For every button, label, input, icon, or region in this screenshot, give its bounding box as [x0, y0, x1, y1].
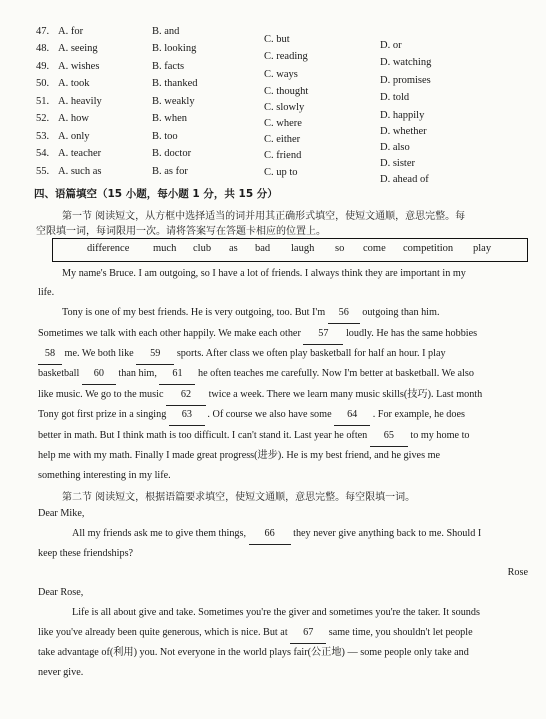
part1-instruction-line1: 第一节 阅读短文，从方框中选择适当的词并用其正确形式填空，使短文通顺，意思完整。每	[62, 211, 466, 222]
option-c: C. reading	[264, 51, 308, 62]
blank-57: 57	[303, 323, 343, 345]
option-c: C. slowly	[264, 102, 305, 113]
letter2-line: like you've already been quite generous, which is nice. But at 67 same time, you shouldn't let people	[38, 622, 473, 644]
word-box-item: so	[335, 243, 345, 254]
option-d: D. also	[380, 142, 410, 153]
option-a: A. how	[58, 113, 89, 124]
option-c: C. up to	[264, 167, 298, 178]
blank-67: 67	[290, 622, 326, 644]
option-d: D. whether	[380, 126, 427, 137]
option-b: B. thanked	[152, 78, 198, 89]
word-box-item: as	[229, 243, 238, 254]
option-d: D. or	[380, 40, 402, 51]
option-c: C. friend	[264, 150, 302, 161]
option-a: A. such as	[58, 166, 102, 177]
part1-instruction-line2: 空限填一词，每词限用一次。请将答案写在答题卡相应的位置上。	[36, 226, 326, 237]
section4-title: 四、语篇填空（15 小题，每小题 1 分，共 15 分）	[34, 188, 278, 200]
blank-64: 64	[334, 404, 370, 426]
passage1-line: something interesting in my life.	[38, 470, 171, 481]
passage1-line: Tony is one of my best friends. He is very outgoing, too. But I'm 56 outgoing than him.	[62, 302, 440, 324]
word-box-item: come	[363, 243, 386, 254]
option-d: D. watching	[380, 57, 432, 68]
word-box-item: competition	[403, 243, 454, 254]
option-d: D. sister	[380, 158, 415, 169]
option-c: C. thought	[264, 86, 309, 97]
option-d: D. happily	[380, 110, 425, 121]
blank-66: 66	[249, 523, 291, 545]
option-a: A. seeing	[58, 43, 98, 54]
question-number: 53.	[36, 131, 50, 142]
passage1-line: Sometimes we talk with each other happily. We make each other 57 loudly. He has the same hobbies	[38, 323, 477, 345]
option-c: C. where	[264, 118, 302, 129]
letter1-line: All my friends ask me to give them things, 66 they never give anything back to me. Should I	[72, 523, 481, 545]
word-box-item: much	[153, 243, 177, 254]
option-c: C. either	[264, 134, 301, 145]
passage1-line: 58 me. We both like 59 sports. After class we often play basketball for half an hour. I play	[38, 343, 446, 365]
question-number: 48.	[36, 43, 50, 54]
question-number: 49.	[36, 61, 50, 72]
option-b: B. when	[152, 113, 187, 124]
passage1-para1-line2: life.	[38, 287, 55, 298]
option-b: B. weakly	[152, 96, 195, 107]
question-number: 47.	[36, 26, 50, 37]
blank-65: 65	[370, 425, 408, 447]
word-box	[52, 238, 528, 262]
option-c: C. but	[264, 34, 290, 45]
letter1-signature: Rose	[507, 567, 528, 578]
blank-61: 61	[159, 363, 195, 385]
blank-60: 60	[82, 363, 116, 385]
passage1-line: better in math. But I think math is too difficult. I can't stand it. Last year he often 65 to my home to	[38, 425, 470, 447]
option-b: B. doctor	[152, 148, 192, 159]
letter2-line: Life is all about give and take. Sometimes you're the giver and sometimes you're the taker. It sounds	[72, 607, 480, 618]
option-c: C. ways	[264, 69, 298, 80]
blank-63: 63	[169, 404, 205, 426]
passage1-line: Tony got first prize in a singing 63 . Of course we also have some 64 . For example, he does	[38, 404, 465, 426]
passage1-line: like music. We go to the music 62 twice a week. There we learn many music skills(技巧). Last month	[38, 384, 482, 406]
option-a: A. teacher	[58, 148, 102, 159]
option-a: A. took	[58, 78, 90, 89]
option-b: B. as for	[152, 166, 188, 177]
option-a: A. wishes	[58, 61, 100, 72]
question-number: 54.	[36, 148, 50, 159]
word-box-item: club	[193, 243, 212, 254]
letter2-line: never give.	[38, 667, 84, 678]
word-box-item: play	[473, 243, 492, 254]
blank-62: 62	[166, 384, 206, 406]
word-box-item: laugh	[291, 243, 315, 254]
letter2-line: take advantage of(利用) you. Not everyone in the world plays fair(公正地) — some people only take and	[38, 647, 469, 658]
question-number: 52.	[36, 113, 50, 124]
word-box-item: difference	[87, 243, 130, 254]
letter1-line: keep these friendships?	[38, 548, 134, 559]
option-a: A. only	[58, 131, 90, 142]
blank-59: 59	[136, 343, 174, 365]
question-number: 50.	[36, 78, 50, 89]
option-a: A. for	[58, 26, 84, 37]
part2-instruction: 第二节 阅读短文，根据语篇要求填空，使短文通顺，意思完整。每空限填一词。	[62, 492, 416, 503]
passage1-para1-line1: My name's Bruce. I am outgoing, so I have a lot of friends. I always think they are important in my	[62, 268, 466, 279]
option-d: D. ahead of	[380, 174, 429, 185]
option-d: D. promises	[380, 75, 431, 86]
question-number: 55.	[36, 166, 50, 177]
letter1-greeting: Dear Mike,	[38, 508, 85, 519]
word-box-item: bad	[255, 243, 271, 254]
option-b: B. and	[152, 26, 180, 37]
option-b: B. facts	[152, 61, 185, 72]
question-number: 51.	[36, 96, 50, 107]
blank-56: 56	[328, 302, 360, 324]
option-a: A. heavily	[58, 96, 102, 107]
option-d: D. told	[380, 92, 410, 103]
passage1-line: basketball 60 than him, 61 he often teaches me carefully. Now I'm better at basketball. We also	[38, 363, 474, 385]
blank-58: 58	[38, 343, 62, 365]
option-b: B. too	[152, 131, 178, 142]
passage1-line: help me with my math. Finally I made great progress(进步). He is my best friend, and he gives me	[38, 450, 441, 461]
option-b: B. looking	[152, 43, 197, 54]
letter2-greeting: Dear Rose,	[38, 587, 84, 598]
